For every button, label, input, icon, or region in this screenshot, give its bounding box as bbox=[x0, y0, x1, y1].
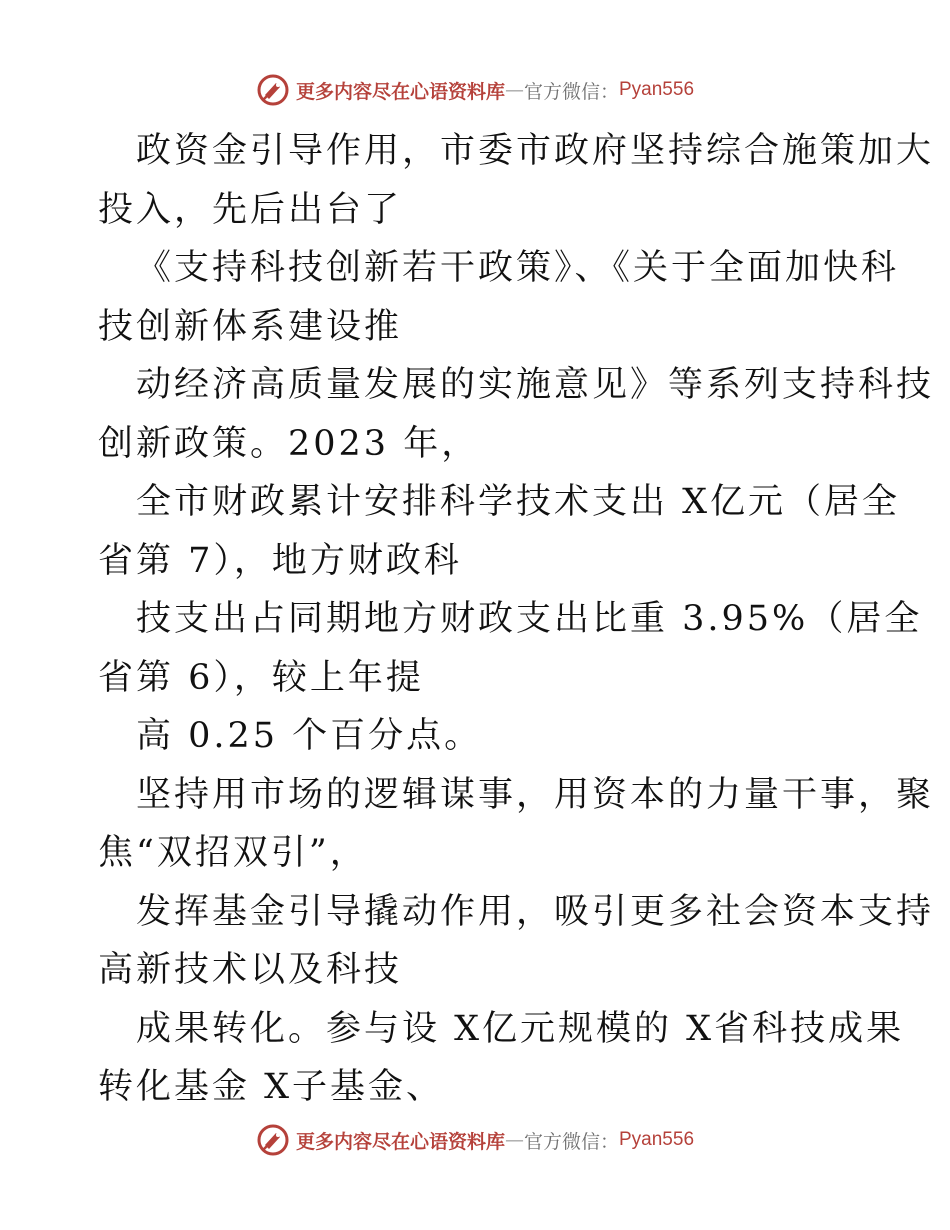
banner-main-text: 更多内容尽在心语资料库 bbox=[295, 80, 505, 103]
text-line: 省第 7），地方财政科 bbox=[98, 540, 462, 581]
text-line: 政资金引导作用，市委市政府坚持综合施策加大 bbox=[136, 131, 935, 171]
banner-wechat-id: Pyan556 bbox=[619, 79, 695, 100]
text-line: 动经济高质量发展的实施意见》等系列支持科技 bbox=[136, 365, 935, 405]
text-line: 转化基金 X子基金、 bbox=[98, 1067, 445, 1107]
banner-wechat-label: 官方微信： bbox=[523, 80, 619, 103]
text-line: 坚持用市场的逻辑谋事，用资本的力量干事，聚 bbox=[136, 774, 935, 815]
banner-wechat-id: Pyan556 bbox=[619, 1129, 695, 1150]
text-line: 省第 6），较上年提 bbox=[98, 657, 424, 698]
text-line: 《支持科技创新若干政策》、《关于全面加快科 bbox=[136, 248, 900, 288]
banner-wechat-label: 官方微信： bbox=[523, 1130, 619, 1153]
banner-separator: — bbox=[504, 79, 524, 101]
document-body bbox=[98, 122, 935, 1117]
text-line: 投入，先后出台了 bbox=[98, 189, 403, 230]
text-line: 创新政策。2023 年， bbox=[98, 423, 480, 464]
text-line: 成果转化。参与设 X亿元规模的 X省科技成果 bbox=[136, 1008, 905, 1049]
text-line: 焦“双招双引”， bbox=[98, 833, 368, 873]
header-banner bbox=[0, 70, 950, 110]
text-line: 技支出占同期地方财政支出比重 3.95%（居全 bbox=[136, 599, 923, 639]
footer-banner bbox=[0, 1120, 950, 1160]
banner-main-text: 更多内容尽在心语资料库 bbox=[295, 1130, 505, 1153]
text-line: 高 0.25 个百分点。 bbox=[136, 716, 483, 756]
text-line: 发挥基金引导撬动作用，吸引更多社会资本支持 bbox=[136, 891, 935, 932]
text-line: 技创新体系建设推 bbox=[98, 306, 403, 347]
text-line: 高新技术以及科技 bbox=[98, 950, 403, 990]
text-line: 全市财政累计安排科学技术支出 X亿元（居全 bbox=[136, 482, 901, 522]
pen-nib-swirl-icon bbox=[256, 1123, 290, 1157]
banner-separator: — bbox=[504, 1129, 524, 1151]
pen-nib-swirl-icon bbox=[256, 73, 290, 107]
